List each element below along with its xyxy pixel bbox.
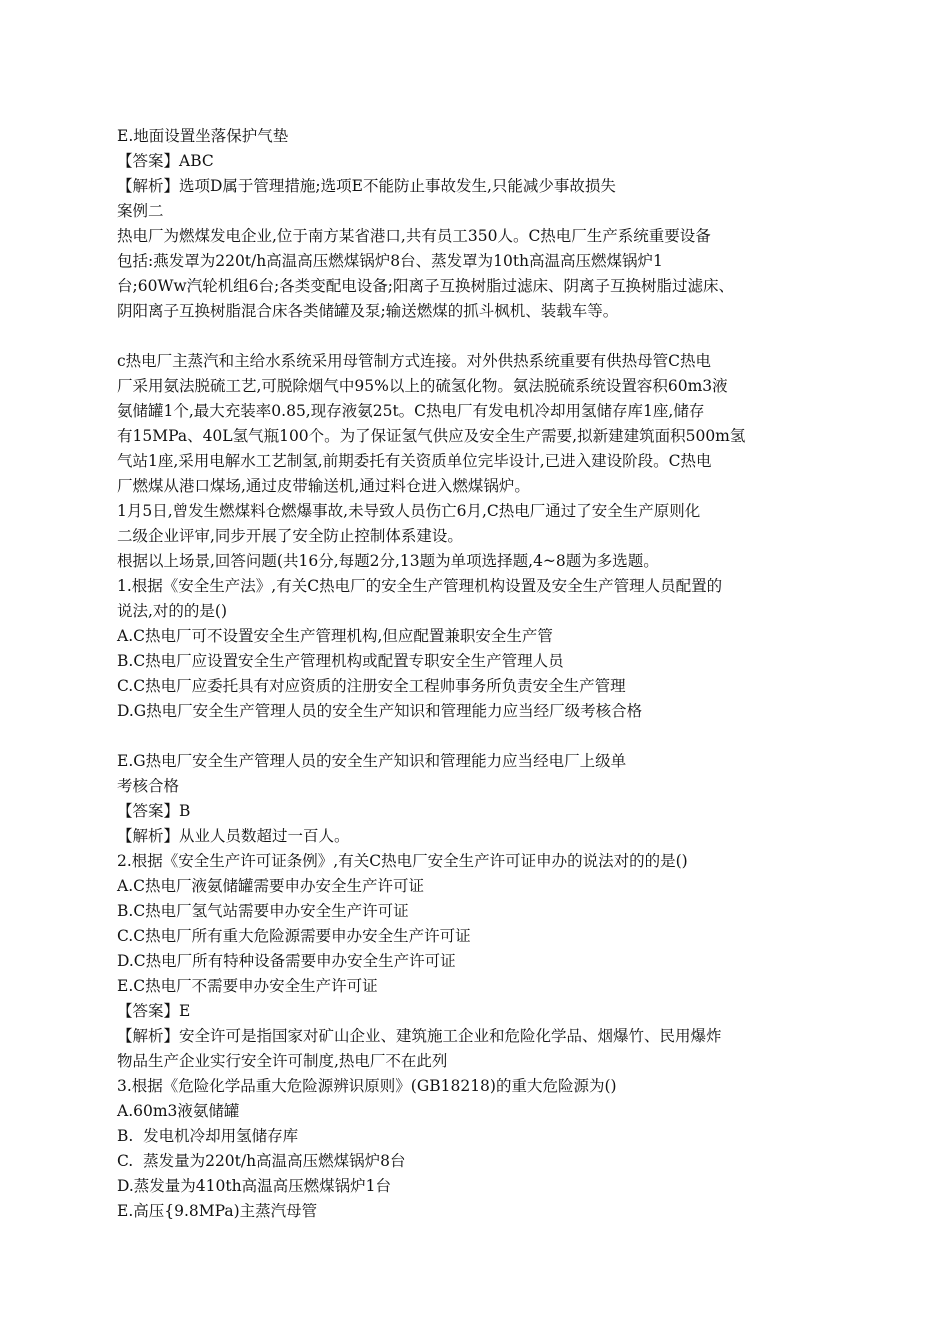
text-line: B. 发电机冷却用氢储存库 — [117, 1127, 299, 1145]
paragraph-gap — [117, 324, 827, 349]
text-line: 3.根据《危险化学品重大危险源辨识原则》(GB18218)的重大危险源为() — [117, 1077, 617, 1095]
text-line: 说法,对的的是() — [117, 602, 228, 620]
text-block-question-1 — [117, 349, 827, 724]
text-line: 有15MPa、40L氢气瓶100个。为了保证氢气供应及安全生产需要,拟新建建筑面积500m氢 — [117, 427, 746, 445]
text-line: C. 蒸发量为220t/h高温高压燃煤锅炉8台 — [117, 1152, 406, 1170]
text-line: A.60m3液氨储罐 — [117, 1102, 240, 1120]
text-block-case-intro — [117, 124, 827, 324]
text-line: A.C热电厂可不设置安全生产管理机构,但应配置兼职安全生产管 — [117, 627, 553, 645]
text-line: 【解析】安全许可是指国家对矿山企业、建筑施工企业和危险化学品、烟爆竹、民用爆炸 — [117, 1027, 722, 1045]
text-line: 【解析】选项D属于管理措施;选项E不能防止事故发生,只能减少事故损失 — [117, 177, 616, 195]
text-line: 【解析】从业人员数超过一百人。 — [117, 827, 350, 845]
text-line: E.C热电厂不需要申办安全生产许可证 — [117, 977, 378, 995]
text-line: E.G热电厂安全生产管理人员的安全生产知识和管理能力应当经电厂上级单 — [117, 752, 627, 770]
text-line: 【答案】E — [117, 1002, 191, 1020]
text-line: 热电厂为燃煤发电企业,位于南方某省港口,共有员工350人。C热电厂生产系统重要设备 — [117, 227, 711, 245]
paragraph-gap — [117, 724, 827, 749]
text-line: D.G热电厂安全生产管理人员的安全生产知识和管理能力应当经厂级考核合格 — [117, 702, 643, 720]
text-line: D.C热电厂所有特种设备需要申办安全生产许可证 — [117, 952, 456, 970]
text-line: E.地面设置坐落保护气垫 — [117, 127, 289, 145]
text-line: c热电厂主蒸汽和主给水系统采用母管制方式连接。对外供热系统重要有供热母管C热电 — [117, 352, 712, 370]
text-line: 台;60Ww汽轮机组6台;各类变配电设备;阳离子互换树脂过滤床、阴离子互换树脂过滤床、 — [117, 277, 734, 295]
text-line: B.C热电厂应设置安全生产管理机构或配置专职安全生产管理人员 — [117, 652, 564, 670]
document-page — [117, 124, 827, 1224]
text-line: 【答案】ABC — [117, 152, 214, 170]
text-line: 氨储罐1个,最大充装率0.85,现存液氨25t。C热电厂有发电机冷却用氢储存库1座,储存 — [117, 402, 705, 420]
text-line: D.蒸发量为410th高温高压燃煤锅炉1台 — [117, 1177, 391, 1195]
text-block-questions-2-3 — [117, 749, 827, 1224]
text-line: E.高压{9.8MPa)主蒸汽母管 — [117, 1202, 318, 1220]
text-line: 根据以上场景,回答问题(共16分,每题2分,13题为单项选择题,4~8题为多选题。 — [117, 552, 659, 570]
text-line: 厂燃煤从港口煤场,通过皮带输送机,通过料仓进入燃煤锅炉。 — [117, 477, 530, 495]
text-line: 二级企业评审,同步开展了安全防止控制体系建设。 — [117, 527, 463, 545]
text-line: C.C热电厂所有重大危险源需要申办安全生产许可证 — [117, 927, 471, 945]
text-line: 厂采用氨法脱硫工艺,可脱除烟气中95%以上的硫氢化物。氨法脱硫系统设置容积60m3液 — [117, 377, 728, 395]
text-line: 气站1座,采用电解水工艺制氢,前期委托有关资质单位完毕设计,已进入建设阶段。C热电 — [117, 452, 712, 470]
text-line: C.C热电厂应委托具有对应资质的注册安全工程帅事务所负责安全生产管理 — [117, 677, 626, 695]
text-line: A.C热电厂液氨储罐需要申办安全生产许可证 — [117, 877, 424, 895]
text-line: 1月5日,曾发生燃煤料仓燃爆事故,未导致人员伤亡6月,C热电厂通过了安全生产原则化 — [117, 502, 701, 520]
text-line: 物品生产企业实行安全许可制度,热电厂不在此列 — [117, 1052, 448, 1070]
text-line: 2.根据《安全生产许可证条例》,有关C热电厂安全生产许可证申办的说法对的的是() — [117, 852, 688, 870]
text-line: 阴阳离子互换树脂混合床各类储罐及泵;输送燃煤的抓斗枫机、装载车等。 — [117, 302, 619, 320]
text-line: 考核合格 — [117, 777, 180, 795]
text-line: 包括:燕发罩为220t/h高温高压燃煤锅炉8台、蒸发罩为10th高温高压燃煤锅炉1 — [117, 252, 663, 270]
text-line: B.C热电厂氢气站需要申办安全生产许可证 — [117, 902, 409, 920]
text-line: 案例二 — [117, 202, 164, 220]
text-line: 1.根据《安全生产法》,有关C热电厂的安全生产管理机构设置及安全生产管理人员配置的 — [117, 577, 723, 595]
text-line: 【答案】B — [117, 802, 191, 820]
